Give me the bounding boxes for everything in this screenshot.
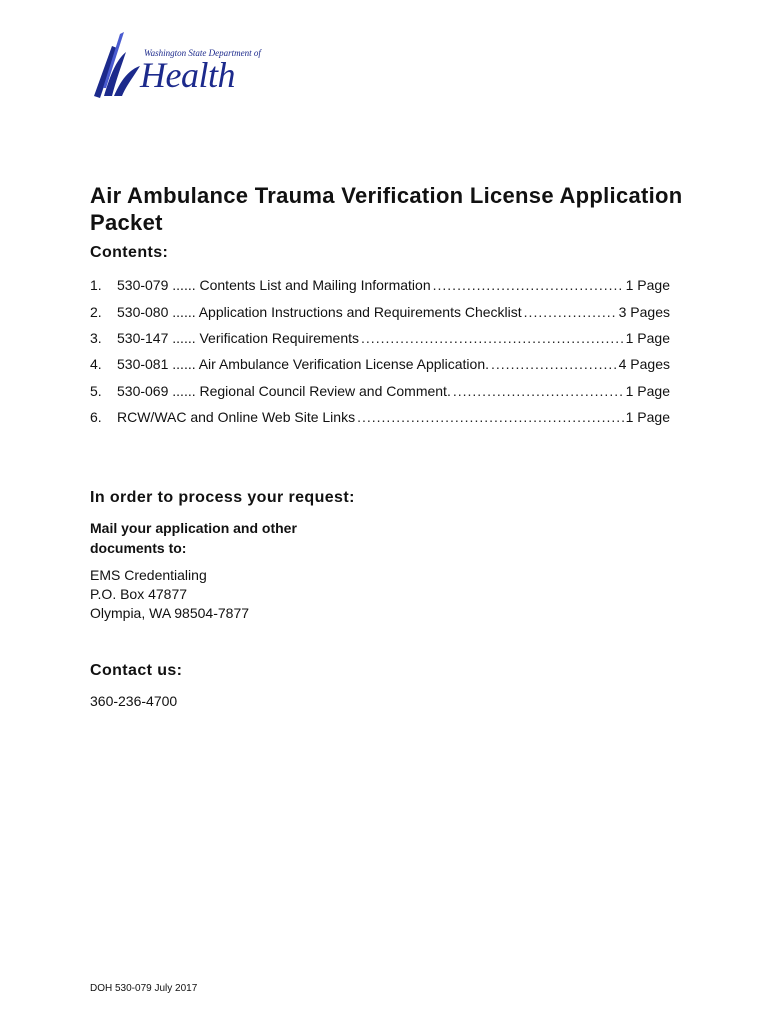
item-label: 530-080 ...... Application Instructions and Requirements Checklist: [117, 303, 522, 320]
item-number: 6.: [90, 409, 102, 426]
item-number: 1.: [90, 277, 102, 294]
contents-item: [90, 378, 670, 404]
item-pages: 4 Pages: [618, 356, 670, 373]
item-label: 530-079 ...... Contents List and Mailing Information: [117, 277, 431, 294]
item-label: RCW/WAC and Online Web Site Links: [117, 409, 356, 426]
contents-item: [90, 298, 670, 324]
item-pages: 1 Page: [625, 382, 670, 399]
item-number: 5.: [90, 382, 102, 399]
leader-dots: [357, 409, 624, 425]
mailing-address: [90, 566, 249, 623]
address-line: P.O. Box 47877: [90, 586, 188, 602]
item-label: 530-147 ...... Verification Requirements: [117, 329, 360, 346]
leader-dots: [453, 383, 624, 399]
contents-item: [90, 351, 670, 377]
process-heading: In order to process your request:: [90, 489, 355, 506]
item-pages: 1 Page: [625, 409, 670, 426]
logo-department-text: Washington State Department of: [144, 48, 261, 58]
contents-item: [90, 325, 670, 351]
leader-dots: [524, 304, 617, 320]
leader-dots: [433, 277, 624, 293]
page-title: Air Ambulance Trauma Verification License Application Packet: [90, 183, 683, 235]
address-line: Olympia, WA 98504-7877: [90, 605, 250, 621]
address-line: EMS Credentialing: [90, 567, 207, 583]
form-footer: DOH 530-079 July 2017: [90, 983, 198, 994]
item-number: 3.: [90, 329, 102, 346]
item-number: 2.: [90, 303, 102, 320]
contents-heading: Contents:: [90, 244, 169, 261]
contents-item: [90, 404, 670, 430]
item-label: 530-081 ...... Air Ambulance Verification License Application.: [117, 356, 490, 373]
contents-item: [90, 272, 670, 298]
contact-heading: Contact us:: [90, 662, 183, 679]
doh-health-logo: [90, 30, 261, 102]
item-pages: 1 Page: [625, 329, 670, 346]
item-label: 530-069 ...... Regional Council Review and Comment.: [117, 382, 451, 399]
mail-instructions: Mail your application and other documents to:: [90, 520, 297, 556]
leader-dots: [361, 330, 624, 346]
logo-health-text: Health: [140, 55, 235, 95]
item-number: 4.: [90, 356, 102, 373]
contact-phone: 360-236-4700: [90, 693, 178, 709]
leader-dots: [491, 356, 617, 372]
contents-list: [90, 272, 670, 430]
item-pages: 1 Page: [625, 277, 670, 294]
item-pages: 3 Pages: [618, 303, 670, 320]
